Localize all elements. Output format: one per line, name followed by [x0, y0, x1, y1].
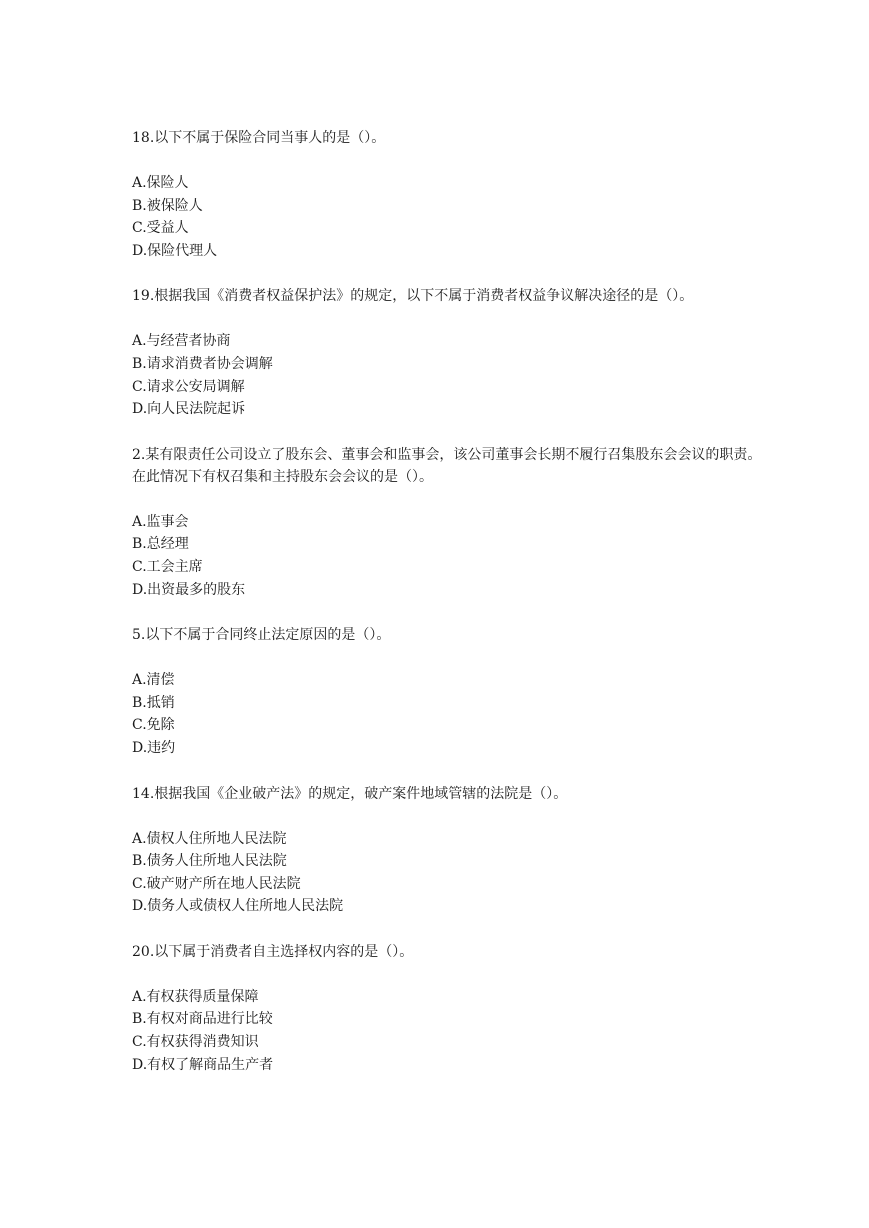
- question-block: [132, 285, 772, 420]
- option-c: C.请求公安局调解: [132, 378, 245, 395]
- option-a: A.债权人住所地人民法院: [132, 830, 287, 847]
- option-c: C.免除: [132, 717, 175, 734]
- option-c: C.有权获得消费知识: [132, 1034, 259, 1051]
- option-d: D.违约: [132, 739, 176, 756]
- question-stem: 2.某有限责任公司设立了股东会、董事会和监事会，该公司董事会长期不履行召集股东会会议的职责。在此情况下有权召集和主持股东会会议的是（）。: [132, 446, 762, 485]
- question-block: [132, 624, 772, 759]
- option-d: D.保险代理人: [132, 242, 218, 259]
- question-stem: 5.以下不属于合同终止法定原因的是（）。: [132, 627, 391, 644]
- option-a: A.清偿: [132, 672, 175, 689]
- option-b: B.抵销: [132, 694, 175, 711]
- question-stem: 18.以下不属于保险合同当事人的是（）。: [132, 130, 386, 146]
- question-block: [132, 444, 772, 601]
- option-b: B.请求消费者协会调解: [132, 355, 273, 372]
- option-d: D.有权了解商品生产者: [132, 1056, 274, 1073]
- option-a: A.保险人: [132, 175, 189, 191]
- option-b: B.被保险人: [132, 197, 203, 214]
- question-stem: 20.以下属于消费者自主选择权内容的是（）。: [132, 943, 414, 960]
- option-a: A.监事会: [132, 513, 189, 530]
- option-c: C.破产财产所在地人民法院: [132, 875, 301, 892]
- question-block: [132, 127, 772, 262]
- option-d: D.出资最多的股东: [132, 581, 246, 598]
- question-stem: 19.根据我国《消费者权益保护法》的规定，以下不属于消费者权益争议解决途径的是（）。: [132, 288, 694, 305]
- option-d: D.债务人或债权人住所地人民法院: [132, 898, 344, 915]
- option-c: C.工会主席: [132, 558, 203, 575]
- option-a: A.与经营者协商: [132, 333, 231, 350]
- question-stem: 14.根据我国《企业破产法》的规定，破产案件地域管辖的法院是（）。: [132, 785, 568, 802]
- option-b: B.总经理: [132, 536, 189, 553]
- option-a: A.有权获得质量保障: [132, 988, 259, 1005]
- option-b: B.有权对商品进行比较: [132, 1011, 273, 1028]
- question-block: [132, 783, 772, 918]
- option-c: C.受益人: [132, 220, 189, 237]
- document-page: [132, 127, 772, 1099]
- option-b: B.债务人住所地人民法院: [132, 853, 287, 870]
- option-d: D.向人民法院起诉: [132, 401, 246, 418]
- question-block: [132, 941, 772, 1076]
